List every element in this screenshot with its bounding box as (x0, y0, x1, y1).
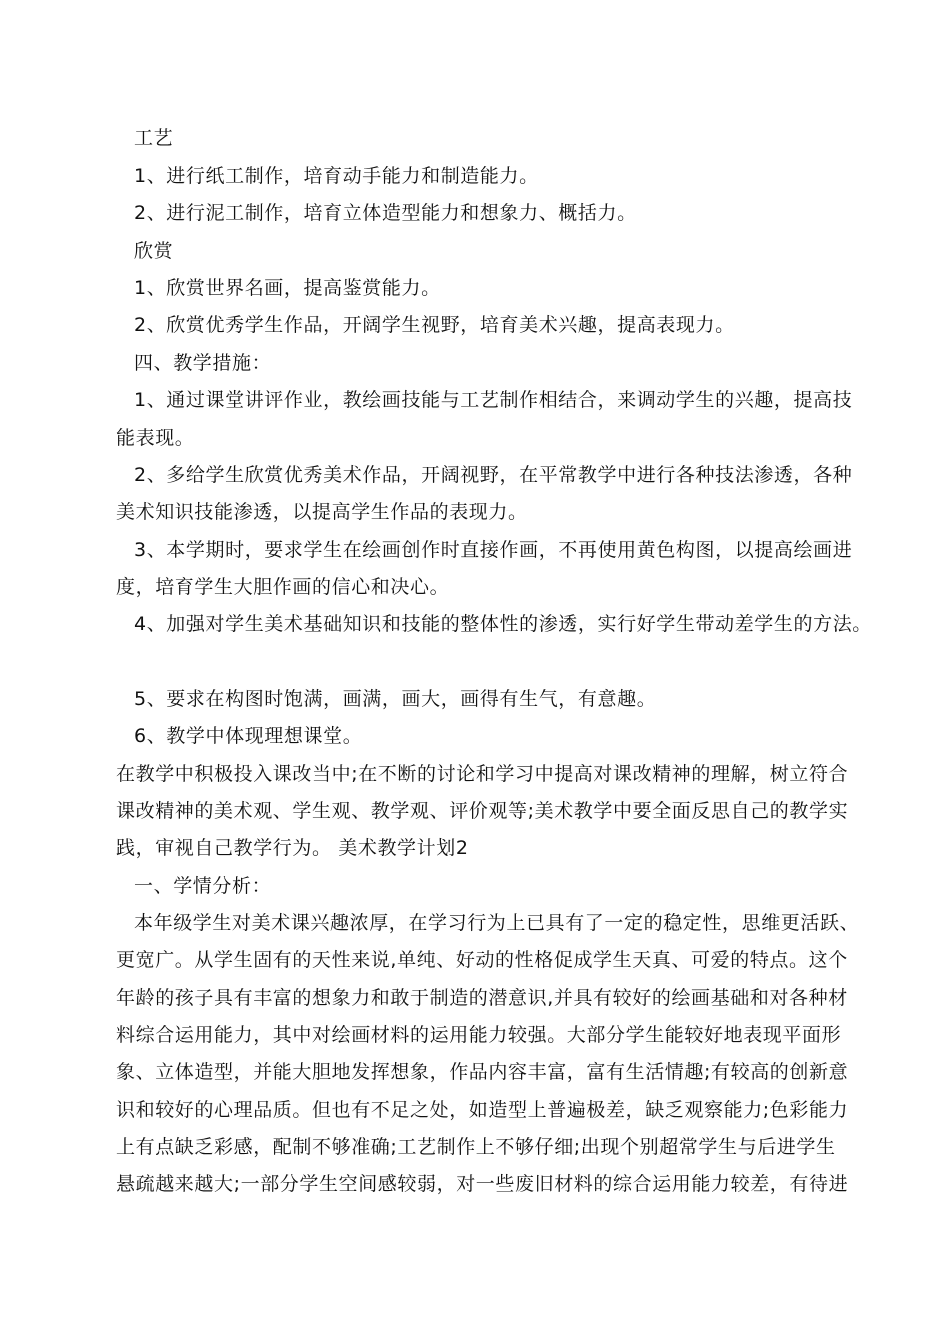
paragraph-line: 料综合运用能力，其中对绘画材料的运用能力较强。大部分学生能较好地表现平面形 (116, 1024, 842, 1046)
paragraph-line: 1、欣赏世界名画，提高鉴赏能力。 (134, 277, 441, 299)
paragraph-line: 6、教学中体现理想课堂。 (134, 725, 363, 747)
paragraph-line: 上有点缺乏彩感，配制不够准确;工艺制作上不够仔细;出现个别超常学生与后进学生 (116, 1136, 836, 1158)
heading-teaching-measures: 四、教学措施： (134, 352, 272, 374)
paragraph-line: 悬疏越来越大;一部分学生空间感较弱，对一些废旧材料的综合运用能力较差，有待进 (116, 1173, 849, 1195)
paragraph-line: 2、多给学生欣赏优秀美术作品，开阔视野，在平常教学中进行各种技法渗透，各种 (134, 464, 853, 486)
paragraph-line: 1、进行纸工制作，培育动手能力和制造能力。 (134, 165, 539, 187)
paragraph-line: 1、通过课堂讲评作业，教绘画技能与工艺制作相结合，来调动学生的兴趣，提高技 (134, 389, 853, 411)
paragraph-line: 度，培育学生大胆作画的信心和决心。 (116, 576, 450, 598)
paragraph-line: 象、立体造型，并能大胆地发挥想象，作品内容丰富，富有生活情趣;有较高的创新意 (116, 1061, 849, 1083)
paragraph-line: 更宽广。从学生固有的天性来说,单纯、好动的性格促成学生天真、可爱的特点。这个 (116, 949, 848, 971)
paragraph-line: 美术知识技能渗透，以提高学生作品的表现力。 (116, 501, 528, 523)
paragraph-line: 2、欣赏优秀学生作品，开阔学生视野，培育美术兴趣，提高表现力。 (134, 314, 735, 336)
heading-appreciation: 欣赏 (134, 240, 174, 262)
paragraph-line: 年龄的孩子具有丰富的想象力和敢于制造的潜意识,并具有较好的绘画基础和对各种材 (116, 987, 848, 1009)
paragraph-line: 本年级学生对美术课兴趣浓厚，在学习行为上已具有了一定的稳定性，思维更活跃、 (134, 912, 860, 934)
paragraph-line: 2、进行泥工制作，培育立体造型能力和想象力、概括力。 (134, 202, 637, 224)
heading-student-analysis: 一、学情分析： (134, 875, 272, 897)
paragraph-line: 识和较好的心理品质。但也有不足之处，如造型上普遍极差，缺乏观察能力;色彩能力 (116, 1099, 849, 1121)
paragraph-line: 课改精神的美术观、学生观、教学观、评价观等;美术教学中要全面反思自己的教学实 (116, 800, 849, 822)
heading-crafts: 工艺 (134, 127, 174, 149)
paragraph-line: 在教学中积极投入课改当中;在不断的讨论和学习中提高对课改精神的理解，树立符合 (116, 763, 849, 785)
paragraph-line: 能表现。 (116, 427, 195, 449)
paragraph-line: 4、加强对学生美术基础知识和技能的整体性的渗透，实行好学生带动差学生的方法。 (134, 613, 872, 635)
paragraph-line: 3、本学期时，要求学生在绘画创作时直接作画，不再使用黄色构图，以提高绘画进 (134, 539, 853, 561)
paragraph-line: 践，审视自己教学行为。 美术教学计划2 (116, 837, 469, 859)
paragraph-line: 5、要求在构图时饱满，画满，画大，画得有生气，有意趣。 (134, 688, 657, 710)
